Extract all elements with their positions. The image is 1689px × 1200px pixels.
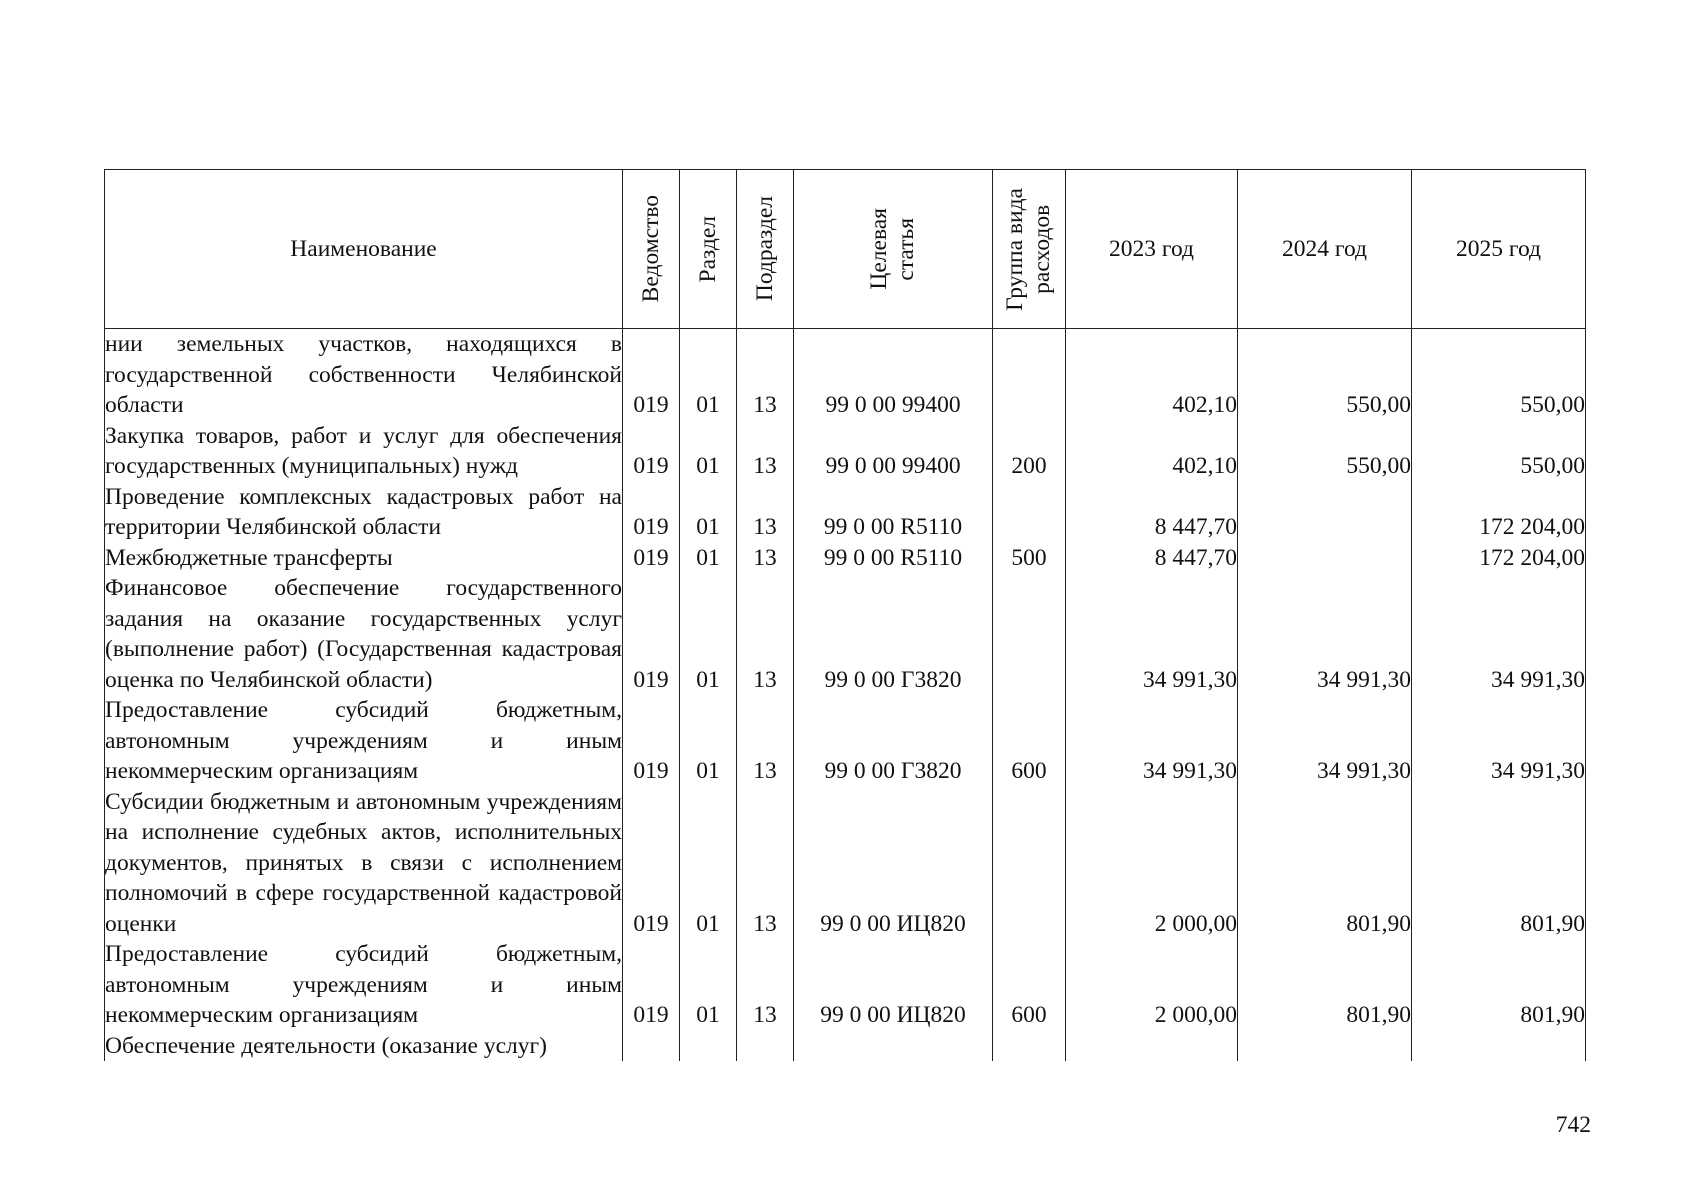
cell-expense-group: 500: [993, 543, 1066, 574]
table-body: [105, 329, 1586, 1062]
cell-y2023: 34 991,30: [1066, 695, 1238, 787]
table-row: [105, 1031, 1586, 1062]
cell-y2023: 402,10: [1066, 421, 1238, 482]
cell-y2024: 34 991,30: [1238, 695, 1412, 787]
cell-name: Проведение комплексных кадастровых работ на территории Челябинской области: [105, 482, 623, 543]
cell-subsection: 13: [737, 695, 794, 787]
table-row: [105, 329, 1586, 421]
cell-expense-group: 600: [993, 695, 1066, 787]
cell-name: Субсидии бюджетным и автономным учреждениям на исполнение судебных актов, исполнительных документов, принятых в связи с исполнением полномочий в сфере государственной кадастровой оценки: [105, 787, 623, 940]
cell-y2023: 34 991,30: [1066, 573, 1238, 695]
cell-y2025: 34 991,30: [1412, 695, 1586, 787]
cell-y2025: 550,00: [1412, 329, 1586, 421]
cell-section: 01: [680, 482, 737, 543]
cell-target: 99 0 00 Г3820: [794, 573, 993, 695]
cell-y2025: 801,90: [1412, 939, 1586, 1031]
cell-y2025: 801,90: [1412, 787, 1586, 940]
cell-section: 01: [680, 573, 737, 695]
cell-section: 01: [680, 695, 737, 787]
cell-subsection: 13: [737, 329, 794, 421]
cell-target: 99 0 00 R5110: [794, 482, 993, 543]
cell-target: 99 0 00 99400: [794, 329, 993, 421]
cell-department: 019: [623, 695, 680, 787]
table-row: [105, 421, 1586, 482]
header-name: Наименование: [105, 170, 623, 329]
cell-name: Обеспечение деятельности (оказание услуг): [105, 1031, 623, 1062]
table-row: [105, 482, 1586, 543]
cell-department: 019: [623, 421, 680, 482]
cell-name: Финансовое обеспечение государственного задания на оказание государственных услуг (выполнение работ) (Государственная кадастровая оценка по Челябинской области): [105, 573, 623, 695]
cell-y2025: 34 991,30: [1412, 573, 1586, 695]
cell-subsection: 13: [737, 573, 794, 695]
cell-y2024: 801,90: [1238, 787, 1412, 940]
cell-y2024: [1238, 1031, 1412, 1062]
budget-table: [104, 169, 1586, 1061]
cell-expense-group: [993, 329, 1066, 421]
header-section: Раздел: [680, 170, 737, 329]
cell-expense-group: [993, 1031, 1066, 1062]
cell-department: 019: [623, 787, 680, 940]
cell-y2023: 2 000,00: [1066, 787, 1238, 940]
cell-target: 99 0 00 Г3820: [794, 695, 993, 787]
cell-target: 99 0 00 R5110: [794, 543, 993, 574]
cell-section: 01: [680, 329, 737, 421]
page-number: 742: [1555, 1112, 1591, 1138]
cell-department: 019: [623, 482, 680, 543]
cell-y2023: [1066, 1031, 1238, 1062]
cell-department: [623, 1031, 680, 1062]
cell-subsection: [737, 1031, 794, 1062]
table-row: [105, 573, 1586, 695]
cell-department: 019: [623, 543, 680, 574]
cell-target: [794, 1031, 993, 1062]
cell-section: 01: [680, 787, 737, 940]
cell-y2024: [1238, 543, 1412, 574]
header-expense-group: Группа вида расходов: [993, 170, 1066, 329]
table-row: [105, 543, 1586, 574]
cell-y2024: 34 991,30: [1238, 573, 1412, 695]
header-department: Ведомство: [623, 170, 680, 329]
cell-y2025: 550,00: [1412, 421, 1586, 482]
cell-subsection: 13: [737, 421, 794, 482]
cell-y2024: 801,90: [1238, 939, 1412, 1031]
header-2023: 2023 год: [1066, 170, 1238, 329]
cell-expense-group: [993, 573, 1066, 695]
cell-section: 01: [680, 543, 737, 574]
header-subsection: Подраздел: [737, 170, 794, 329]
cell-y2025: 172 204,00: [1412, 543, 1586, 574]
cell-y2024: [1238, 482, 1412, 543]
cell-y2025: 172 204,00: [1412, 482, 1586, 543]
cell-subsection: 13: [737, 939, 794, 1031]
table-header: [105, 170, 1586, 329]
header-2024: 2024 год: [1238, 170, 1412, 329]
cell-expense-group: [993, 787, 1066, 940]
cell-name: Предоставление субсидий бюджетным, автономным учреждениям и иным некоммерческим организациям: [105, 695, 623, 787]
cell-section: 01: [680, 939, 737, 1031]
cell-target: 99 0 00 ИЦ820: [794, 787, 993, 940]
cell-department: 019: [623, 329, 680, 421]
cell-expense-group: 600: [993, 939, 1066, 1031]
cell-subsection: 13: [737, 543, 794, 574]
cell-y2024: 550,00: [1238, 329, 1412, 421]
header-target: Целевая статья: [794, 170, 993, 329]
table-row: [105, 939, 1586, 1031]
cell-name: нии земельных участков, находящихся в государственной собственности Челябинской области: [105, 329, 623, 421]
cell-y2023: 2 000,00: [1066, 939, 1238, 1031]
table-row: [105, 695, 1586, 787]
cell-section: [680, 1031, 737, 1062]
cell-name: Закупка товаров, работ и услуг для обеспечения государственных (муниципальных) нужд: [105, 421, 623, 482]
cell-y2023: 402,10: [1066, 329, 1238, 421]
cell-y2023: 8 447,70: [1066, 543, 1238, 574]
cell-name: Предоставление субсидий бюджетным, автономным учреждениям и иным некоммерческим организациям: [105, 939, 623, 1031]
cell-section: 01: [680, 421, 737, 482]
cell-department: 019: [623, 573, 680, 695]
cell-department: 019: [623, 939, 680, 1031]
cell-target: 99 0 00 ИЦ820: [794, 939, 993, 1031]
cell-y2023: 8 447,70: [1066, 482, 1238, 543]
cell-y2025: [1412, 1031, 1586, 1062]
cell-expense-group: [993, 482, 1066, 543]
cell-subsection: 13: [737, 787, 794, 940]
cell-subsection: 13: [737, 482, 794, 543]
cell-name: Межбюджетные трансферты: [105, 543, 623, 574]
cell-expense-group: 200: [993, 421, 1066, 482]
cell-y2024: 550,00: [1238, 421, 1412, 482]
header-2025: 2025 год: [1412, 170, 1586, 329]
table-row: [105, 787, 1586, 940]
cell-target: 99 0 00 99400: [794, 421, 993, 482]
